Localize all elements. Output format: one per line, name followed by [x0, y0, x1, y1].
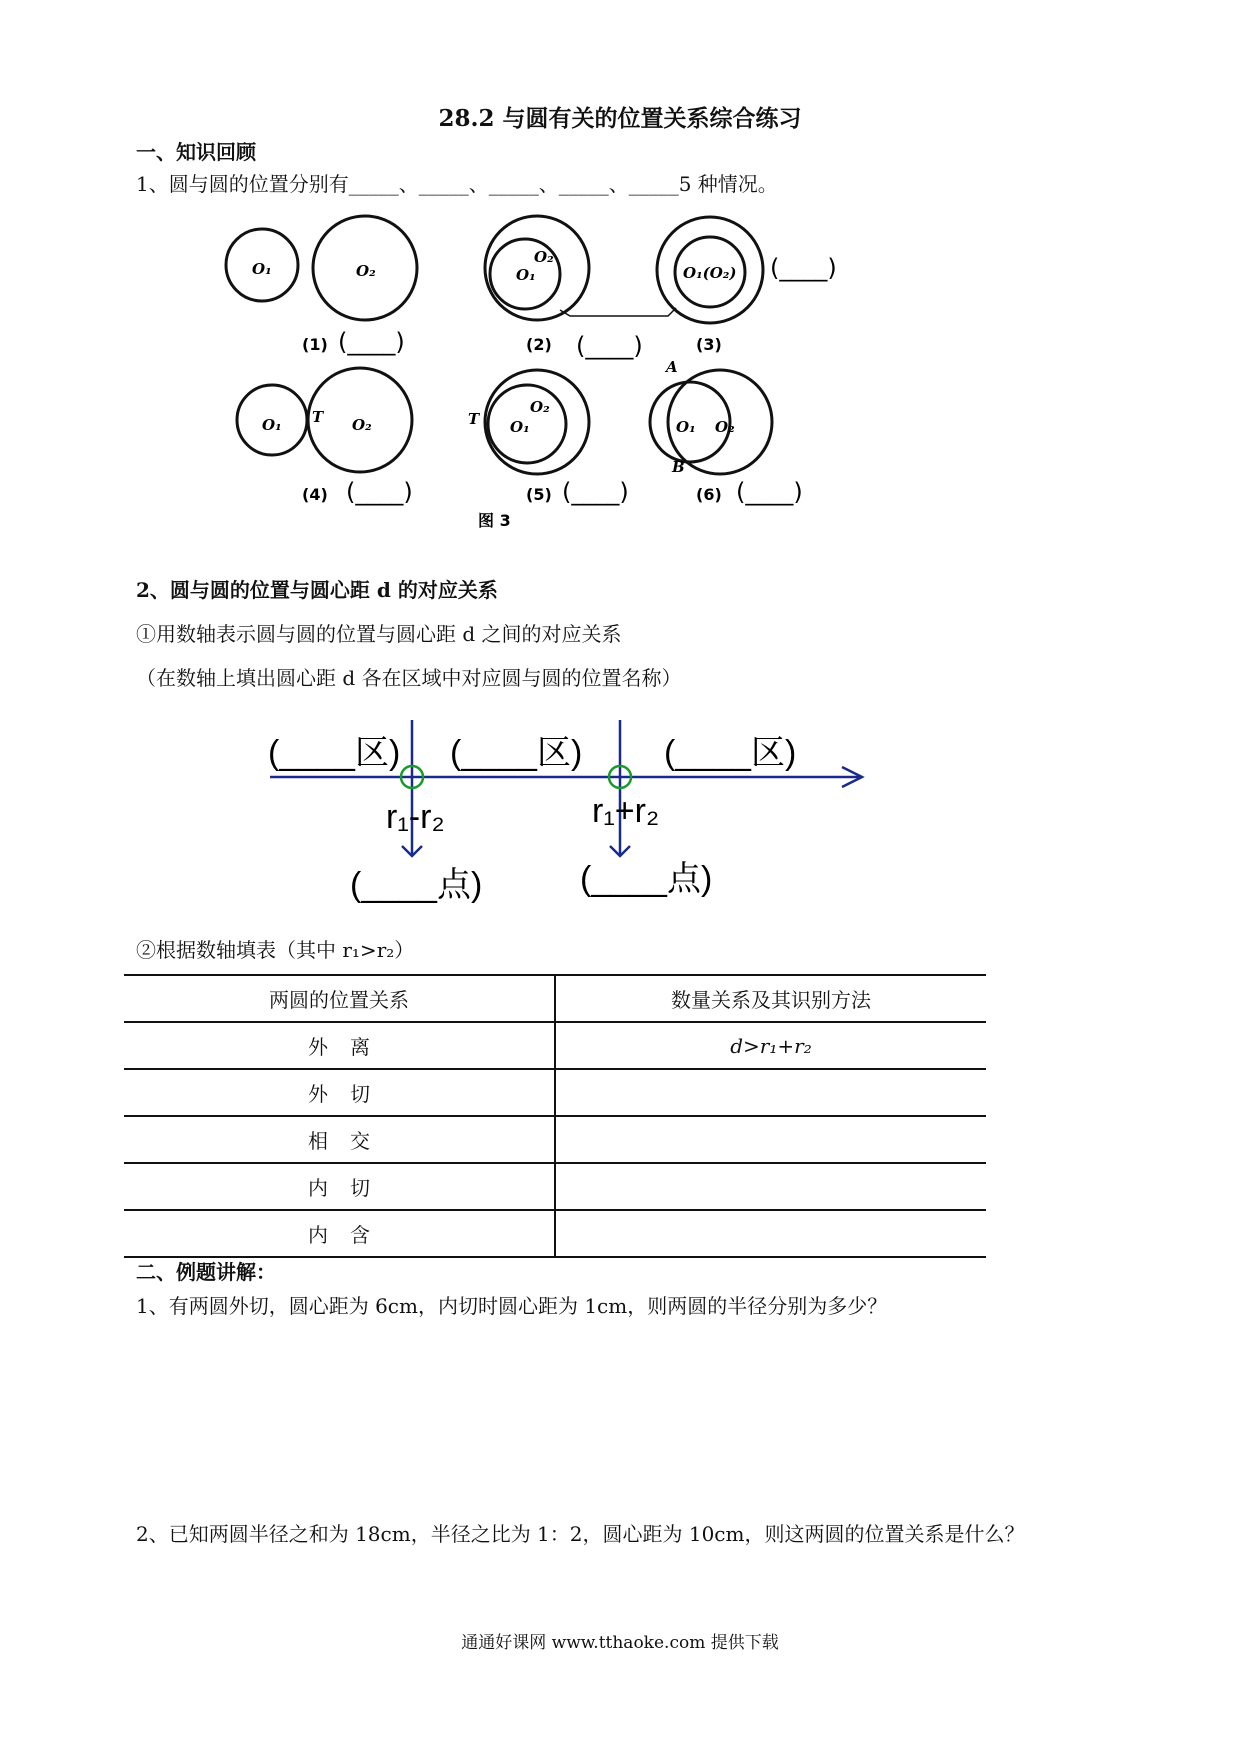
fig5-o1-label: O₁	[510, 418, 530, 436]
fig3-o1o2-label: O₁(O₂)	[683, 264, 737, 282]
example-1: 1、有两圆外切，圆心距为 6cm，内切时圆心距为 1cm，则两圆的半径分别为多少？	[136, 1294, 888, 1318]
question-2-sub1: ①用数轴表示圆与圆的位置与圆心距 d 之间的对应关系	[136, 622, 622, 646]
blank-5: (____)	[562, 478, 629, 506]
example-2: 2、已知两圆半径之和为 18cm，半径之比为 1：2，圆心距为 10cm，则这两圆的位置关系是什么？	[136, 1522, 1025, 1546]
point-label-1: (____点)	[350, 866, 483, 904]
fig1-o2-label: O₂	[356, 262, 376, 280]
section2-heading: 二、例题讲解：	[136, 1260, 276, 1284]
blank-2: (____)	[576, 332, 643, 360]
fig4-t-label: T	[312, 408, 324, 426]
fig4-o2-label: O₂	[352, 416, 372, 434]
relation-cell: 内含	[308, 1223, 392, 1247]
figure-caption: 图 3	[478, 511, 511, 530]
question-2-sub1-note: （在数轴上填出圆心距 d 各在区域中对应圆与圆的位置名称）	[136, 666, 682, 690]
fig6-o2-label: O₂	[715, 418, 735, 436]
region-label-1: (____区)	[268, 734, 401, 772]
fig4-o1-label: O₁	[262, 416, 282, 434]
table-row	[124, 1163, 986, 1210]
table-header-relation: 两圆的位置关系	[124, 975, 555, 1022]
page-title: 28.2 与圆有关的位置关系综合练习	[438, 105, 802, 132]
number-line-diagram	[0, 700, 1240, 910]
relation-cell: 内切	[308, 1176, 392, 1200]
blank-1: (____)	[338, 328, 405, 356]
relation-cell: 外离	[308, 1035, 392, 1059]
fig6-o1-label: O₁	[676, 418, 696, 436]
caption-4: (4)	[302, 485, 328, 504]
quantity-cell	[555, 1116, 986, 1163]
quantity-cell	[555, 1163, 986, 1210]
fig1-o1-label: O₁	[252, 260, 272, 278]
table-header-quantity: 数量关系及其识别方法	[555, 975, 986, 1022]
fig6-b-label: B	[672, 458, 685, 476]
point-label-2: (____点)	[580, 860, 713, 898]
section1-heading: 一、知识回顾	[136, 140, 256, 164]
blank-6: (____)	[736, 478, 803, 506]
mark-r1-plus-r2: r₁+r₂	[592, 792, 660, 830]
circle-positions-figure	[0, 200, 1240, 540]
caption-6: (6)	[696, 485, 722, 504]
blank-3a: (____)	[770, 254, 837, 282]
table-header-row	[124, 975, 986, 1022]
fig5-o2-label: O₂	[530, 398, 550, 416]
table-row	[124, 1022, 986, 1069]
relation-cell: 外切	[308, 1082, 392, 1106]
question-2-heading: 2、圆与圆的位置与圆心距 d 的对应关系	[136, 578, 498, 602]
fig6-a-label: A	[666, 358, 678, 376]
mark-r1-minus-r2: r₁-r₂	[386, 798, 445, 836]
caption-2: (2)	[526, 335, 552, 354]
fig5-t-label: T	[468, 410, 480, 428]
region-label-3: (____区)	[664, 734, 797, 772]
fig2-o2-label: O₂	[534, 248, 554, 266]
quantity-cell	[555, 1069, 986, 1116]
question-1: 1、圆与圆的位置分别有_____、_____、_____、_____、_____5 种情况。	[136, 172, 778, 196]
footer-text: 通通好课网 www.tthaoke.com 提供下载	[461, 1633, 779, 1653]
quantity-cell: d>r₁+r₂	[555, 1022, 986, 1069]
table-row	[124, 1116, 986, 1163]
relation-table	[124, 974, 986, 1258]
quantity-cell	[555, 1210, 986, 1257]
table-row	[124, 1210, 986, 1257]
caption-1: (1)	[302, 335, 328, 354]
fig2-o1-label: O₁	[516, 266, 536, 284]
relation-cell: 相交	[308, 1129, 392, 1153]
question-2-sub2: ②根据数轴填表（其中 r₁>r₂）	[136, 938, 415, 962]
region-label-2: (____区)	[450, 734, 583, 772]
table-row	[124, 1069, 986, 1116]
caption-5: (5)	[526, 485, 552, 504]
caption-3: (3)	[696, 335, 722, 354]
blank-4: (____)	[346, 478, 413, 506]
